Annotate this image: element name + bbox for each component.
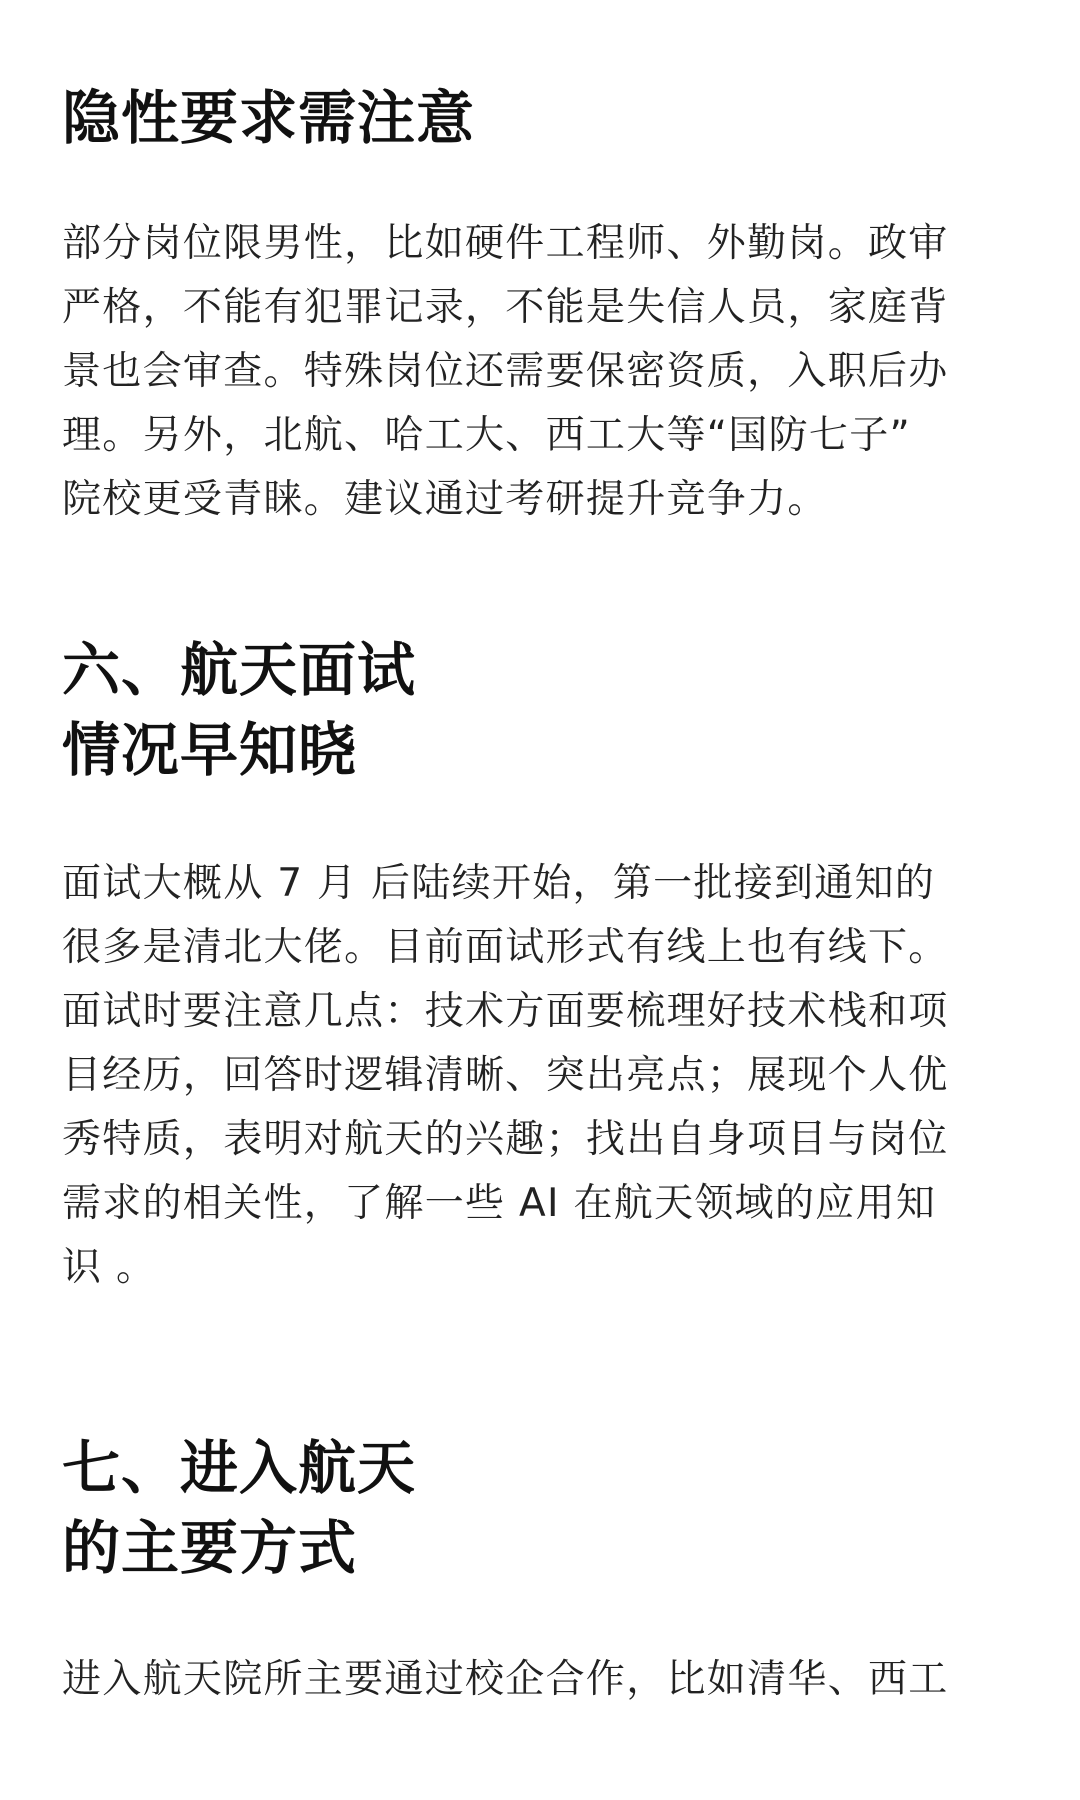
paragraph-line: 很多是清北大佬。目前面试形式有线上也有线下。	[62, 925, 949, 970]
paragraph-line: 面试时要注意几点：技术方面要梳理好技术栈和项	[62, 989, 949, 1034]
heading-line: 七、进入航天	[62, 1434, 417, 1502]
section-heading-entry-methods	[62, 1428, 416, 1588]
heading-line: 隐性要求需注意	[62, 84, 476, 152]
section-paragraph-entry-methods	[62, 1648, 949, 1712]
paragraph-line: 面试大概从 7 月 后陆续开始，第一批接到通知的	[62, 861, 936, 906]
heading-line: 六、航天面试	[62, 636, 417, 704]
heading-line: 情况早知晓	[62, 716, 358, 784]
paragraph-line: 院校更受青睐。建议通过考研提升竞争力。	[62, 477, 828, 522]
section-paragraph-hidden-requirements	[62, 212, 949, 532]
paragraph-line: 需求的相关性，了解一些 AI 在航天领域的应用知	[62, 1181, 937, 1226]
paragraph-line: 识 。	[62, 1245, 157, 1290]
section-heading-interview	[62, 630, 416, 790]
section-heading-hidden-requirements	[62, 78, 475, 158]
paragraph-line: 景也会审查。特殊岗位还需要保密资质，入职后办	[62, 349, 949, 394]
paragraph-line: 严格，不能有犯罪记录，不能是失信人员，家庭背	[62, 285, 949, 330]
paragraph-line: 目经历，回答时逻辑清晰、突出亮点；展现个人优	[62, 1053, 949, 1098]
section-paragraph-interview	[62, 852, 949, 1300]
heading-line: 的主要方式	[62, 1514, 358, 1582]
paragraph-line: 进入航天院所主要通过校企合作，比如清华、西工	[62, 1657, 949, 1702]
paragraph-line: 秀特质，表明对航天的兴趣；找出自身项目与岗位	[62, 1117, 949, 1162]
paragraph-line: 理。另外，北航、哈工大、西工大等“国防七子”	[62, 413, 912, 458]
paragraph-line: 部分岗位限男性，比如硬件工程师、外勤岗。政审	[62, 221, 949, 266]
